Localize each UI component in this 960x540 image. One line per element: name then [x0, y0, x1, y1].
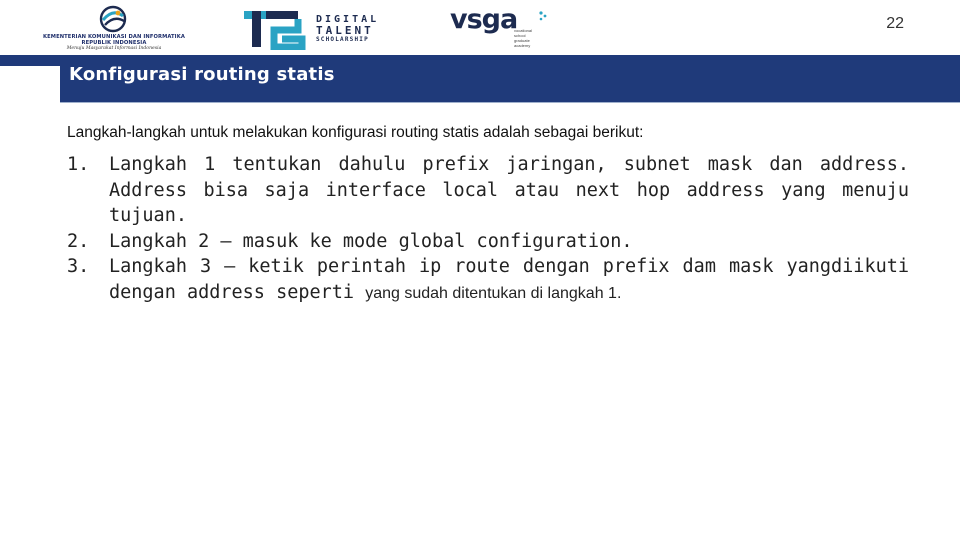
dts-line-scholarship: SCHOLARSHIP — [316, 36, 369, 43]
vsga-sub-1: vocational — [514, 28, 533, 33]
vsga-sub-3: graduate — [514, 38, 530, 43]
vsga-wordmark: vsga — [450, 4, 518, 35]
dts-line-talent: TALENT — [316, 24, 374, 37]
dts-mark-icon — [240, 6, 310, 50]
step-text: Langkah 2 – masuk ke mode global configuration. — [109, 230, 633, 252]
vsga-dots-icon — [538, 10, 548, 24]
kominfo-name: KEMENTERIAN KOMUNIKASI DAN INFORMATIKA — [43, 34, 185, 40]
list-item — [67, 254, 909, 306]
kominfo-emblem-icon — [96, 5, 130, 33]
step-text: Langkah 3 – ketik perintah ip route dengan prefix dam mask yangdiikuti dengan address seperti — [109, 256, 909, 303]
step-text-tail: yang sudah ditentukan di langkah 1. — [365, 284, 622, 302]
vsga-logo — [450, 4, 560, 52]
title-banner — [60, 55, 960, 103]
intro-text: Langkah-langkah untuk melakukan konfigurasi routing statis adalah sebagai berikut: — [67, 124, 644, 141]
page-number: 22 — [886, 15, 904, 32]
step-number: 2. — [67, 230, 90, 252]
slide-title: Konfigurasi routing statis — [69, 64, 335, 85]
banner-left-strip — [0, 55, 60, 66]
vsga-sub-2: school — [514, 33, 526, 38]
step-number: 3. — [67, 256, 90, 277]
kominfo-motto: Menuju Masyarakat Informasi Indonesia — [66, 46, 162, 51]
vsga-sub-4: academy — [514, 43, 531, 48]
step-number: 1. — [67, 154, 90, 175]
kominfo-logo — [38, 5, 190, 51]
list-item — [67, 229, 909, 255]
kominfo-country: REPUBLIK INDONESIA — [81, 40, 147, 46]
dts-line-digital: DIGITAL — [316, 14, 380, 25]
step-text: Langkah 1 tentukan dahulu prefix jaringan, subnet mask dan address. Address bisa saja interface local atau next hop address yang menuju tujuan. — [109, 154, 909, 226]
dts-logo — [240, 6, 408, 50]
list-item — [67, 152, 909, 229]
steps-list — [67, 152, 909, 306]
